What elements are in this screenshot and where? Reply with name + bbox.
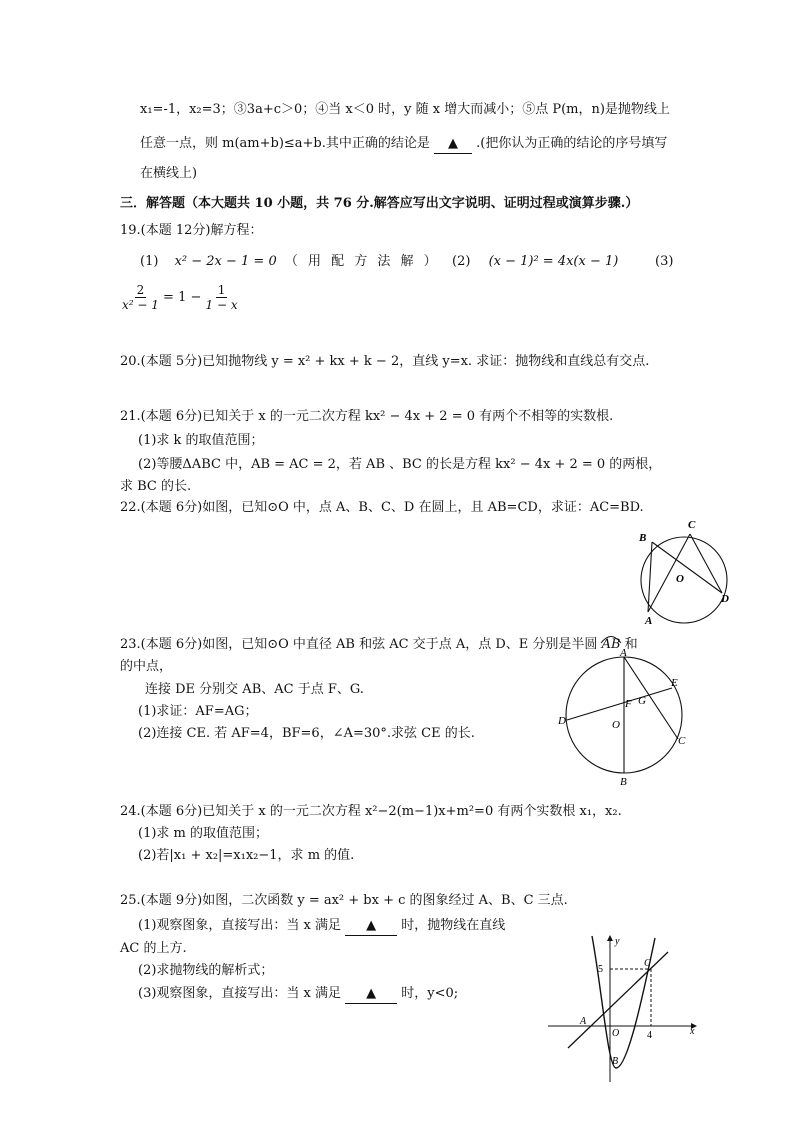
q25-label-c: C	[644, 958, 651, 969]
q24-part1: (1)求 m 的取值范围；	[138, 826, 269, 841]
q19-p3-numerator-1: 2	[136, 283, 145, 297]
q19-p3-denominator-2: 1 − x	[205, 298, 238, 312]
q22-label-d: D	[721, 593, 729, 605]
q25-label-5: 5	[598, 964, 603, 975]
q25-p1-text: (1)观察图象，直接写出：当 x 满足	[138, 918, 342, 933]
q21-heading: 21.(本题 6分)已知关于 x 的一元二次方程 kx² − 4x + 2 = 0 有两个不相等的实数根.	[120, 409, 614, 424]
q19-p2-label: (2)	[452, 254, 471, 269]
q21-part1: (1)求 k 的取值范围；	[138, 433, 264, 448]
q25-part1-continued: AC 的上方.	[120, 941, 187, 956]
q23-arc-text: AB	[601, 637, 621, 652]
q22-heading: 22.(本题 6分)如图，已知⊙O 中，点 A、B、C、D 在圆上，且 AB=CD，求证：AC=BD.	[120, 500, 644, 515]
q23-part2: (2)连接 CE. 若 AF=4，BF=6，∠A=30°.求弦 CE 的长.	[138, 726, 475, 741]
q25-label-a: A	[580, 1016, 587, 1027]
q19-p3-fraction-2	[206, 283, 238, 312]
q23-instruction: 连接 DE 分别交 AB、AC 于点 F、G.	[145, 682, 364, 697]
q23-label-d: D	[558, 715, 566, 727]
q25-p3-blank: ▲	[345, 985, 397, 1004]
q21-part2-continued: 求 BC 的长.	[120, 479, 192, 494]
q23-heading-end: 和	[624, 637, 638, 652]
q21-part2: (2)等腰ΔABC 中，AB = AC = 2，若 AB 、BC 的长是方程 kx² − 4x + 2 = 0 的两根，	[138, 457, 662, 472]
q23-label-o: O	[612, 719, 620, 731]
q25-part3	[138, 985, 458, 1004]
q25-graph-figure	[544, 930, 708, 1086]
q19-p3-numerator-2: 1	[217, 283, 226, 297]
q23-heading-2: 的中点，	[120, 659, 173, 674]
q25-p3-tail: 时，y<0;	[401, 986, 459, 1001]
q25-parabola	[592, 936, 655, 1068]
q22-chord-ab	[648, 542, 652, 612]
q23-segment-de	[567, 688, 672, 720]
q22-label-o: O	[676, 573, 684, 585]
arc-mark-icon	[599, 632, 623, 644]
q23-circle-figure	[556, 644, 696, 786]
q19-heading: 19.(本题 12分)解方程：	[120, 223, 263, 238]
q19-p3-fraction-1	[122, 283, 159, 312]
q22-label-c: C	[688, 519, 696, 531]
top-line-2	[140, 135, 667, 154]
top-line-2-text: 任意一点，则 m(am+b)≤a+b.其中正确的结论是	[140, 136, 430, 151]
q24-heading: 24.(本题 6分)已知关于 x 的一元二次方程 x²−2(m−1)x+m²=0 有两个实数根 x₁，x₂.	[120, 804, 622, 819]
top-line-1: x₁=-1，x₂=3；③3a+c＞0；④当 x＜0 时，y 随 x 增大而减小；⑤点 P(m，n)是抛物线上	[140, 102, 670, 117]
q25-p1-blank: ▲	[345, 917, 397, 936]
q19-p1-label: (1)	[140, 254, 159, 269]
q19-p1-equation: x² − 2x − 1 = 0	[174, 254, 277, 269]
q25-p1-tail: 时，抛物线在直线	[401, 918, 506, 933]
q25-label-y: y	[615, 936, 620, 947]
q22-circle-figure	[628, 518, 740, 628]
q25-heading: 25.(本题 9分)如图，二次函数 y = ax² + bx + c 的图象经过 A、B、C 三点.	[120, 893, 568, 908]
q23-label-c: C	[678, 735, 686, 747]
q19-part3-equation	[122, 283, 238, 312]
q22-label-b: B	[639, 532, 647, 544]
q23-label-b: B	[620, 776, 627, 786]
section-title: 三．解答题（本大题共 10 小题，共 76 分.解答应写出文字说明、证明过程或演算步骤.）	[120, 196, 639, 211]
q19-part2	[452, 253, 618, 271]
q19-p3-middle: = 1 −	[163, 290, 202, 305]
q23-part1: (1)求证：AF=AG；	[138, 704, 258, 719]
q25-part2: (2)求抛物线的解析式；	[138, 963, 274, 978]
q23-heading-text: 23.(本题 6分)如图，已知⊙O 中直径 AB 和弦 AC 交于点 A，点 D、E 分别是半圆	[120, 637, 598, 652]
q25-label-o: O	[612, 1028, 620, 1039]
q23-label-f: F	[625, 698, 632, 710]
q25-part1	[138, 917, 505, 936]
q19-p1-note: （ 用 配 方 法 解 ）	[284, 254, 440, 269]
q22-label-a: A	[645, 615, 653, 627]
q25-label-x: x	[690, 1026, 695, 1037]
q19-p3-denominator-1: x² − 1	[122, 298, 159, 312]
q23-label-g: G	[638, 695, 646, 707]
q19-p2-equation: (x − 1)² = 4x(x − 1)	[488, 254, 619, 269]
q23-chord-ac	[624, 657, 678, 739]
q19-p3-label: (3)	[655, 254, 674, 269]
q25-label-4: 4	[647, 1030, 652, 1041]
q24-part2: (2)若|x₁ + x₂|=x₁x₂−1，求 m 的值.	[138, 848, 355, 863]
q22-circle	[641, 537, 727, 623]
top-line-3: 在横线上)	[140, 166, 198, 181]
q25-label-b: B	[612, 1056, 619, 1067]
top-line-2-tail: .(把你认为正确的结论的序号填写	[476, 136, 668, 151]
q23-label-a: A	[620, 647, 627, 659]
q19-part1	[140, 253, 440, 271]
answer-blank: ▲	[434, 135, 472, 154]
q23-label-e: E	[671, 677, 678, 689]
q25-p3-text: (3)观察图象，直接写出：当 x 满足	[138, 986, 342, 1001]
q20-text: 20.(本题 5分)已知抛物线 y = x² + kx + k − 2，直线 y=x. 求证：抛物线和直线总有交点.	[120, 354, 650, 369]
